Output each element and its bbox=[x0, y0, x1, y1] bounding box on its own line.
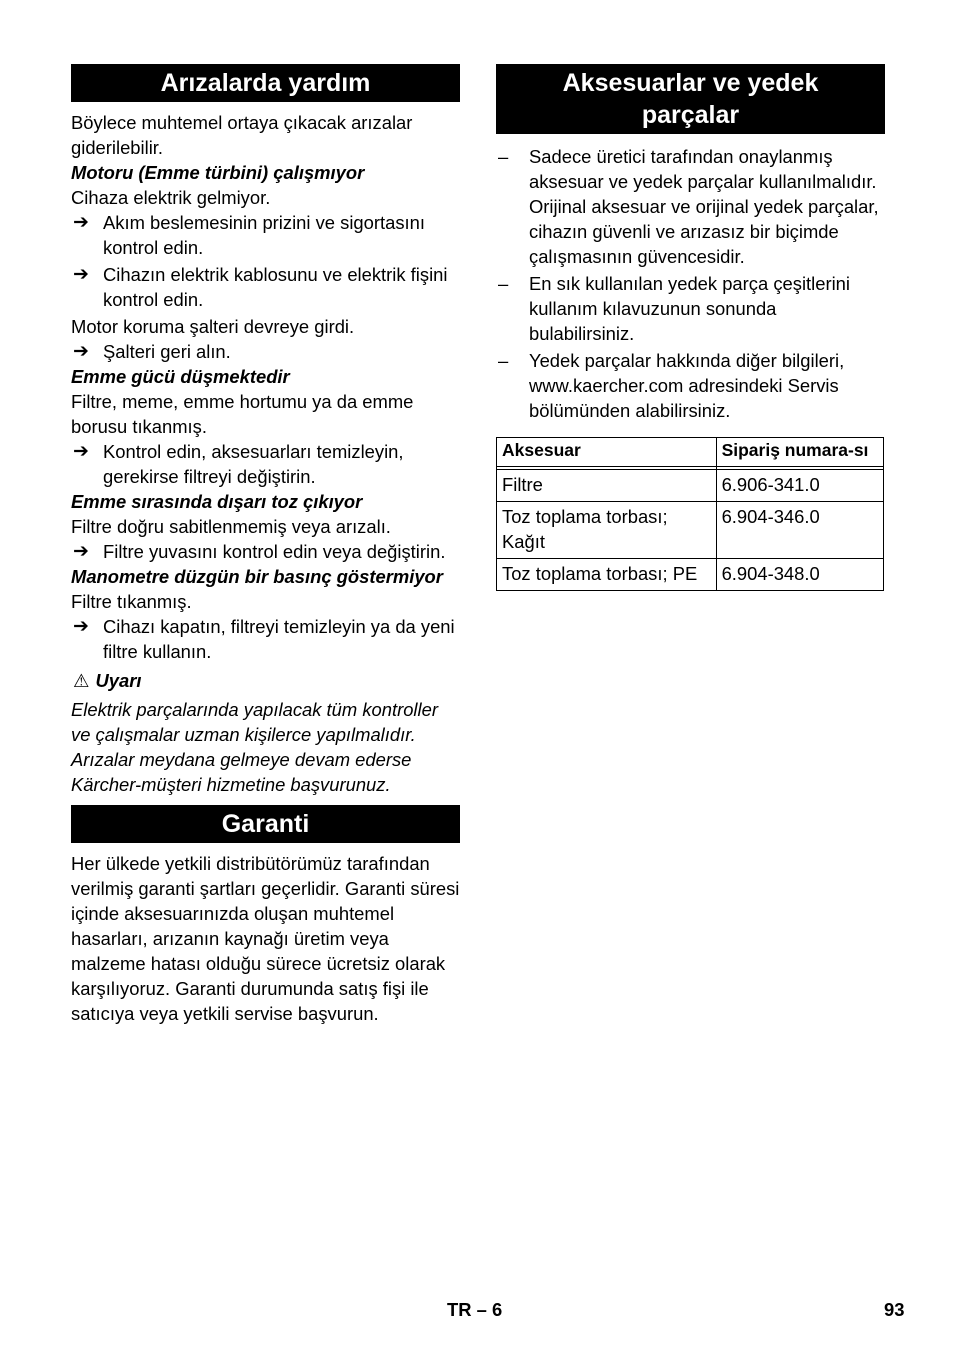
cause-text: Filtre tıkanmış. bbox=[71, 591, 192, 612]
left-column bbox=[71, 64, 460, 1026]
step-item: ➔ Cihazı kapatın, filtreyi temizleyin ya da yeni filtre kullanın. bbox=[73, 616, 455, 662]
dash-icon: – bbox=[498, 273, 509, 294]
section-title: Emme sırasında dışarı toz çıkıyor bbox=[71, 491, 363, 512]
warning-triangle-icon: ⚠ bbox=[73, 670, 90, 691]
dash-icon: – bbox=[498, 146, 509, 167]
section-title: Emme gücü düşmektedir bbox=[71, 366, 290, 387]
guarantee-heading: Garanti bbox=[71, 805, 460, 843]
right-column bbox=[496, 64, 885, 591]
accessories-heading: Aksesuarlar ve yedek parçalar bbox=[496, 64, 885, 134]
footer-language-page: TR – 6 bbox=[447, 1299, 503, 1320]
table-cell: 6.904-348.0 bbox=[716, 559, 883, 591]
bullet-item: – Sadece üretici tarafından onaylanmış aksesuar ve yedek parçalar kullanılmalıdır. Orijinal aksesuar ve orijinal yedek parçalar, cihazın güvenli ve arızasız bir biçimde çalışmasının güvencesidir. bbox=[498, 146, 879, 267]
table-header-cell: Aksesuar bbox=[497, 438, 717, 467]
footer-page-number: 93 bbox=[884, 1299, 905, 1320]
intro-text: Böylece muhtemel ortaya çıkacak arızalar giderilebilir. bbox=[71, 112, 413, 158]
arrow-right-icon: ➔ bbox=[73, 441, 89, 462]
cause-text: Cihaza elektrik gelmiyor. bbox=[71, 187, 271, 208]
cause-text: Filtre doğru sabitlenmemiş veya arızalı. bbox=[71, 516, 391, 537]
arrow-right-icon: ➔ bbox=[73, 264, 89, 285]
section-title: Motoru (Emme türbini) çalışmıyor bbox=[71, 162, 365, 183]
step-item: ➔ Cihazın elektrik kablosunu ve elektrik fişini kontrol edin. bbox=[73, 264, 448, 310]
cause-text: Motor koruma şalteri devreye girdi. bbox=[71, 316, 355, 337]
table-row bbox=[497, 470, 884, 502]
step-item: ➔ Şalteri geri alın. bbox=[73, 341, 231, 362]
table-row bbox=[497, 502, 884, 559]
step-item: ➔ Filtre yuvasını kontrol edin veya değiştirin. bbox=[73, 541, 446, 562]
bullet-item: – En sık kullanılan yedek parça çeşitlerini kullanım kılavuzunun sonunda bulabilirsiniz. bbox=[498, 273, 850, 344]
bullet-item: – Yedek parçalar hakkında diğer bilgileri, www.kaercher.com adresindeki Servis bölümünden alabilirsiniz. bbox=[498, 350, 845, 421]
section-title: Manometre düzgün bir basınç göstermiyor bbox=[71, 566, 443, 587]
table-cell: Filtre bbox=[497, 470, 717, 502]
table-cell: Toz toplama torbası; Kağıt bbox=[497, 502, 717, 559]
parts-table bbox=[496, 437, 884, 591]
table-cell: Toz toplama torbası; PE bbox=[497, 559, 717, 591]
arrow-right-icon: ➔ bbox=[73, 212, 89, 233]
table-row bbox=[497, 559, 884, 591]
troubleshooting-heading: Arızalarda yardım bbox=[71, 64, 460, 102]
table-header-row bbox=[497, 438, 884, 467]
step-item: ➔ Akım beslemesinin prizini ve sigortasını kontrol edin. bbox=[73, 212, 425, 258]
arrow-right-icon: ➔ bbox=[73, 541, 89, 562]
table-header-cell: Sipariş numara-sı bbox=[716, 438, 883, 467]
arrow-right-icon: ➔ bbox=[73, 616, 89, 637]
cause-text: Filtre, meme, emme hortumu ya da emme borusu tıkanmış. bbox=[71, 391, 414, 437]
warning-title: ⚠ Uyarı bbox=[73, 670, 142, 691]
table-cell: 6.906-341.0 bbox=[716, 470, 883, 502]
guarantee-text: Her ülkede yetkili distribütörümüz tarafından verilmiş garanti şartları geçerlidir. Garanti süresi içinde aksesuarınızda oluşan muhtemel hasarları, arızanın kaynağı üretim veya malzeme hatası olduğu sürece ücretsiz olarak karşılıyoruz. Garanti durumunda satış fişi ile satıcıya veya yetkili servise başvurun. bbox=[71, 853, 460, 1024]
warning-text: Elektrik parçalarında yapılacak tüm kontroller ve çalışmalar uzman kişilerce yapılmalıdır. Arızalar meydana gelmeye devam ederse Kärcher-müşteri hizmetine başvurunuz. bbox=[71, 699, 438, 795]
arrow-right-icon: ➔ bbox=[73, 341, 89, 362]
table-cell: 6.904-346.0 bbox=[716, 502, 883, 559]
step-item: ➔ Kontrol edin, aksesuarları temizleyin, gerekirse filtreyi değiştirin. bbox=[73, 441, 404, 487]
dash-icon: – bbox=[498, 350, 509, 371]
